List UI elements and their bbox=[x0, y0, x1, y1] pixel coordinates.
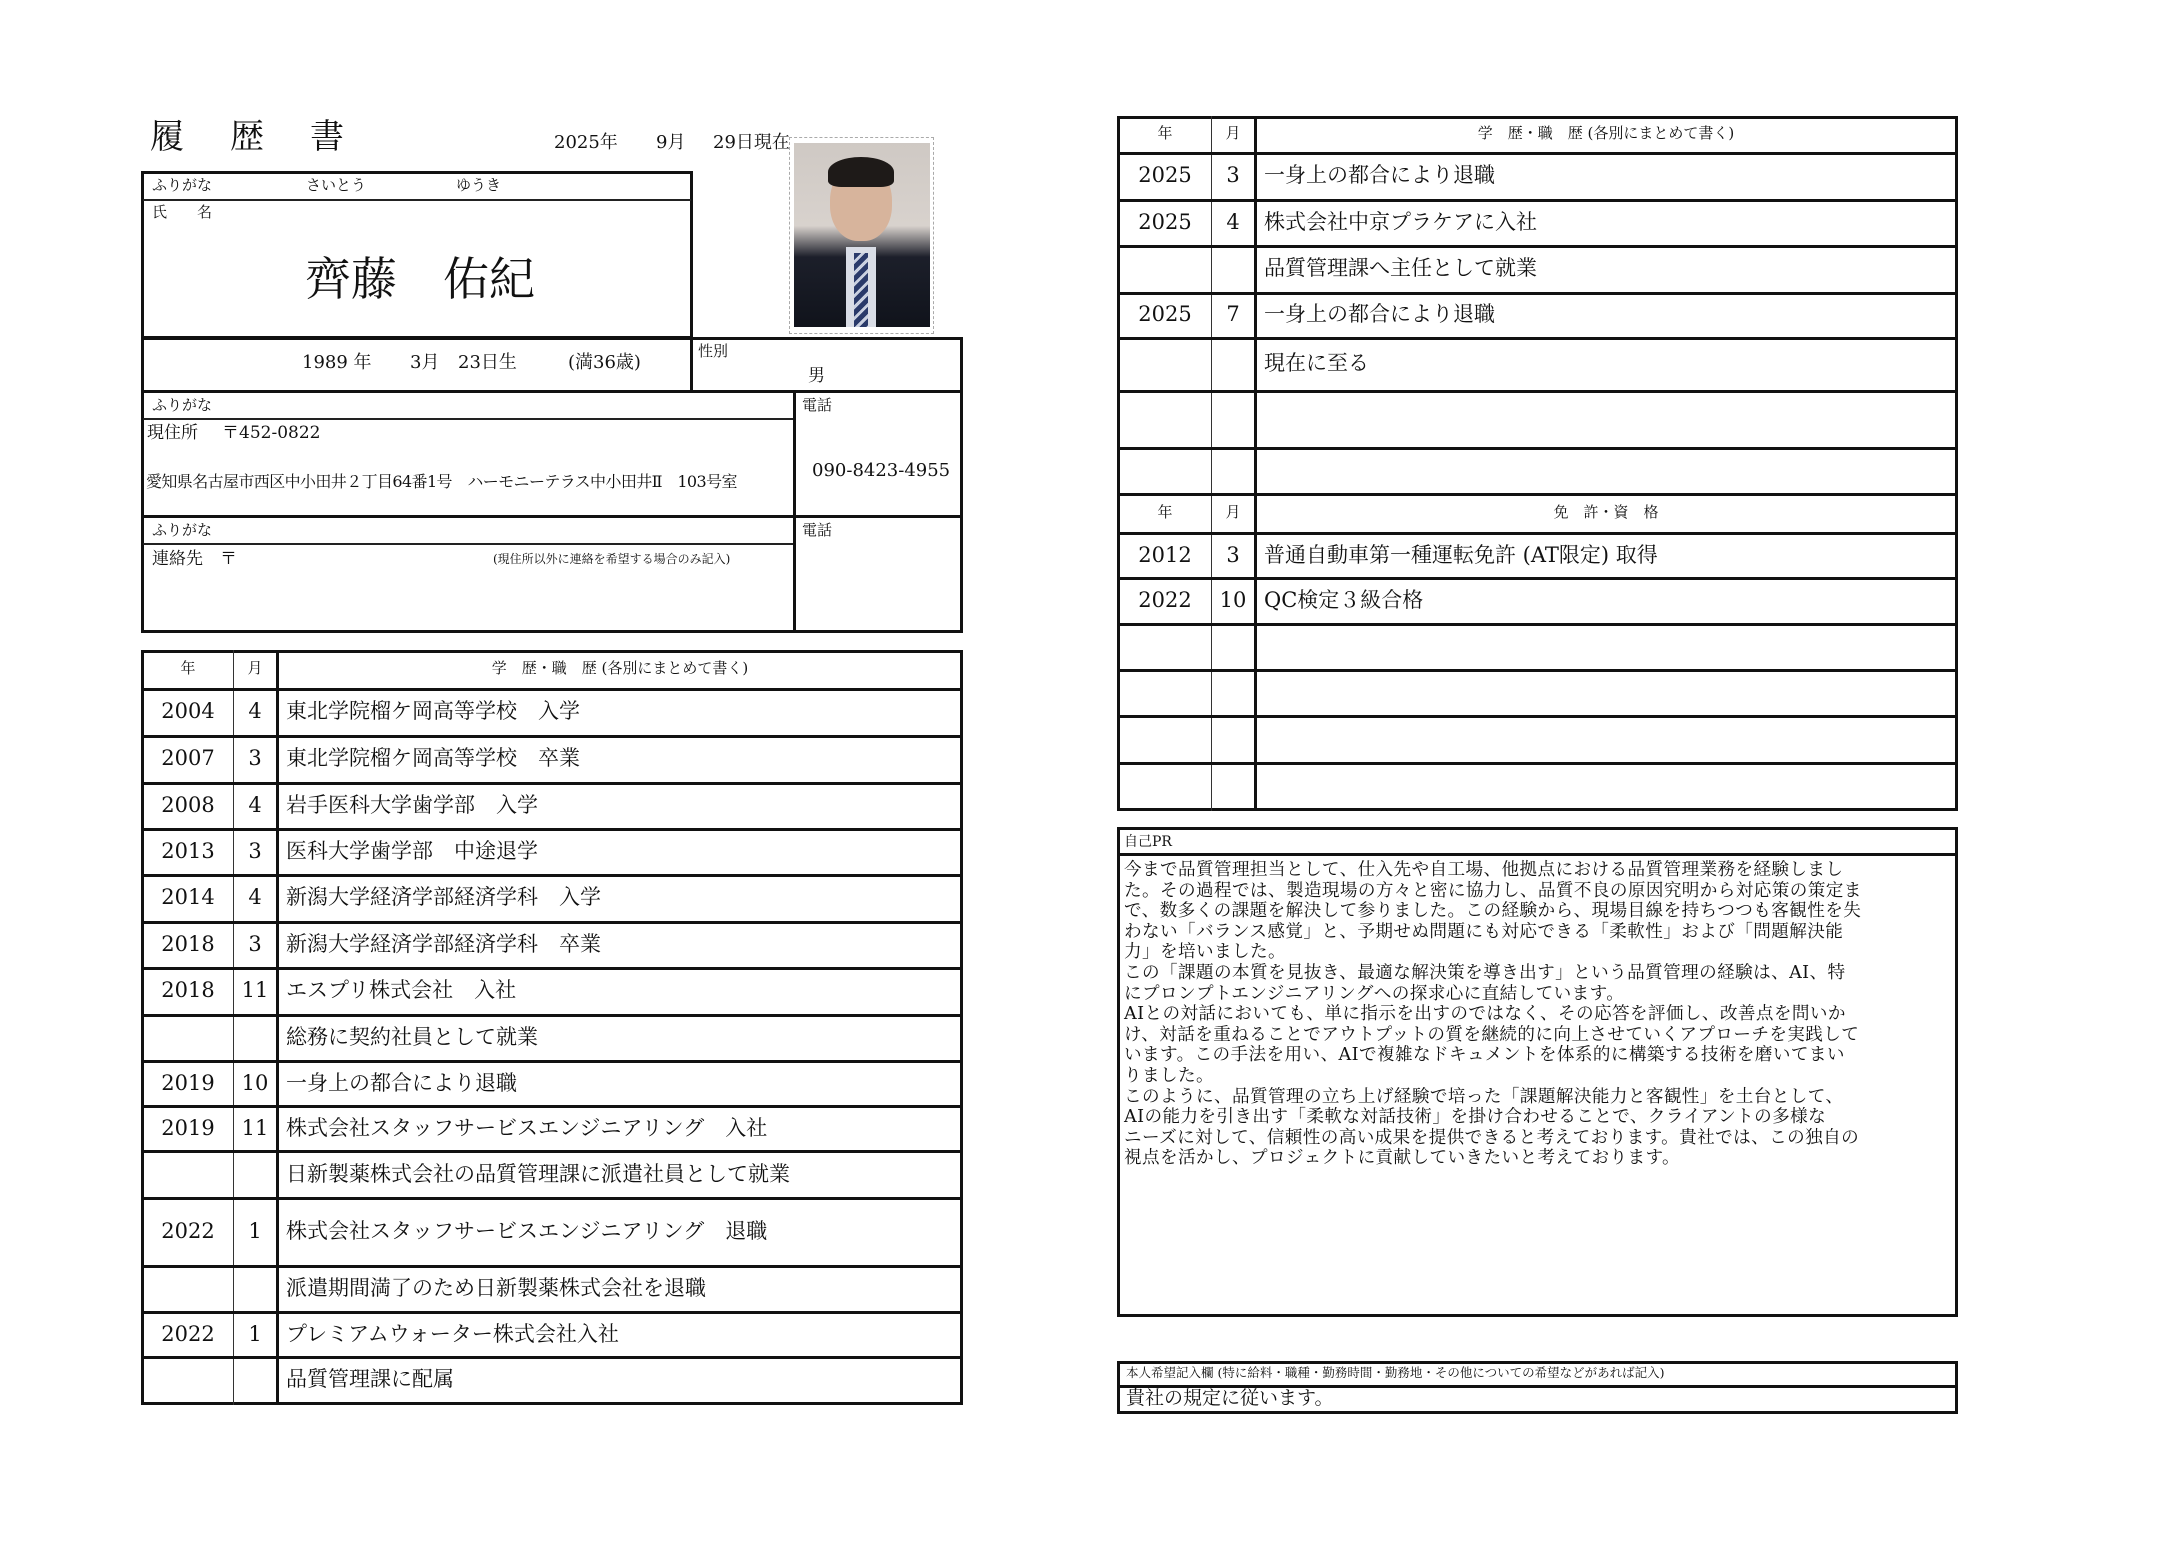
row-content[interactable]: 株式会社スタッフサービスエンジニアリング 退職 bbox=[286, 1219, 768, 1243]
row-content[interactable]: 現在に至る bbox=[1264, 351, 1369, 375]
row-content[interactable]: 日新製薬株式会社の品質管理課に派遣社員として就業 bbox=[286, 1162, 790, 1186]
header-month: 月 bbox=[247, 659, 263, 677]
divider bbox=[1119, 669, 1955, 672]
row-month[interactable]: 1 bbox=[248, 1322, 262, 1346]
divider bbox=[1119, 152, 1955, 155]
hair-shape bbox=[828, 157, 894, 187]
row-content[interactable]: プレミアムウォーター株式会社入社 bbox=[286, 1322, 619, 1346]
self-pr-line: わない「バランス感覚」と、予期せぬ問題にも対応できる「柔軟性」および「問題解決能 bbox=[1124, 921, 1844, 942]
divider bbox=[793, 515, 796, 633]
license-header-month: 月 bbox=[1225, 503, 1241, 521]
divider bbox=[1119, 245, 1955, 248]
furigana-last-name[interactable]: さいとう bbox=[306, 176, 367, 194]
license-year[interactable]: 2012 bbox=[1138, 543, 1192, 567]
row-year[interactable]: 2019 bbox=[161, 1116, 215, 1140]
divider bbox=[1119, 390, 1955, 393]
row-content[interactable]: 新潟大学経済学部経済学科 入学 bbox=[286, 885, 601, 909]
self-pr-line: AIとの対話においても、単に指示を出すのではなく、その応答を評価し、改善点を問いか bbox=[1124, 1004, 1846, 1025]
divider bbox=[143, 688, 961, 691]
self-pr-line: 力」を培いました。 bbox=[1124, 942, 1286, 963]
divider bbox=[1119, 853, 1955, 856]
self-pr-line: この「課題の本質を見抜き、最適な解決策を導き出す」という品質管理の経験は、AI、特 bbox=[1124, 962, 1846, 983]
tie-shape bbox=[854, 253, 868, 327]
gender-label: 性別 bbox=[698, 342, 729, 360]
row-year[interactable]: 2018 bbox=[161, 978, 215, 1002]
self-pr-line: 今まで品質管理担当として、仕入先や自工場、他拠点における品質管理業務を経験しまし bbox=[1124, 860, 1844, 880]
row-content[interactable]: 医科大学歯学部 中途退学 bbox=[286, 839, 538, 863]
header-year: 年 bbox=[1157, 124, 1173, 142]
contact-box bbox=[141, 515, 963, 633]
self-pr-line: AIの能力を引き出す「柔軟な対話技術」を掛け合わせることで、クライアントの多様な bbox=[1124, 1107, 1827, 1128]
divider bbox=[143, 828, 961, 831]
row-month[interactable]: 10 bbox=[241, 1071, 269, 1095]
license-header-year: 年 bbox=[1157, 503, 1173, 521]
row-month[interactable]: 1 bbox=[248, 1219, 262, 1243]
contact-note: (現住所以外に連絡を希望する場合のみ記入) bbox=[493, 552, 731, 566]
divider bbox=[1119, 199, 1955, 202]
date-month: 9月 bbox=[656, 132, 686, 153]
divider bbox=[143, 967, 961, 970]
row-year[interactable]: 2013 bbox=[161, 839, 215, 863]
date-year: 2025年 bbox=[554, 132, 618, 153]
self-pr-line: います。この手法を用い、AIで複雑なドキュメントを体系的に構築する技術を磨いてまい bbox=[1124, 1045, 1845, 1066]
self-pr-line: け、対話を重ねることでアウトプットの質を継続的に向上させていくアプローチを実践して bbox=[1124, 1024, 1860, 1045]
row-year[interactable]: 2007 bbox=[161, 746, 215, 770]
row-content[interactable]: 品質管理課へ主任として就業 bbox=[1264, 256, 1537, 280]
contact-phone-label: 電話 bbox=[802, 521, 833, 539]
row-month[interactable]: 4 bbox=[248, 793, 262, 817]
divider bbox=[143, 1150, 961, 1153]
row-year[interactable]: 2014 bbox=[161, 885, 215, 909]
license-year[interactable]: 2022 bbox=[1138, 588, 1192, 612]
header-content: 学 歴・職 歴 (各別にまとめて書く) bbox=[491, 659, 749, 677]
self-pr-line: で、数多くの課題を解決して参りました。この経験から、現場目線を持ちつつも客観性を失 bbox=[1124, 901, 1862, 922]
birth-year[interactable]: 1989 年 bbox=[302, 352, 372, 373]
row-year[interactable]: 2025 bbox=[1138, 163, 1192, 187]
divider bbox=[143, 1265, 961, 1268]
license-header-content: 免 許・資 格 bbox=[1553, 503, 1659, 521]
row-year[interactable]: 2019 bbox=[161, 1071, 215, 1095]
postal-code[interactable]: 〒452-0822 bbox=[222, 423, 321, 443]
divider bbox=[143, 1311, 961, 1314]
self-pr-line: 視点を活かし、プロジェクトに貢献していきたいと考えております。 bbox=[1124, 1148, 1681, 1169]
row-year[interactable]: 2022 bbox=[161, 1322, 215, 1346]
furigana-label: ふりがな bbox=[152, 176, 213, 194]
row-month[interactable]: 4 bbox=[1226, 210, 1240, 234]
self-pr-label: 自己PR bbox=[1124, 834, 1172, 850]
divider bbox=[143, 543, 793, 545]
divider bbox=[1119, 447, 1955, 450]
document-title: 履 歴 書 bbox=[150, 117, 350, 157]
divider bbox=[143, 418, 793, 420]
phone-label: 電話 bbox=[802, 396, 833, 414]
divider bbox=[143, 1060, 961, 1063]
row-month[interactable]: 4 bbox=[248, 885, 262, 909]
address-furigana-label: ふりがな bbox=[152, 396, 213, 414]
row-month[interactable]: 3 bbox=[1226, 163, 1240, 187]
divider bbox=[793, 390, 796, 518]
furigana-first-name[interactable]: ゆうき bbox=[456, 176, 502, 194]
header-year: 年 bbox=[180, 659, 196, 677]
divider bbox=[1119, 577, 1955, 580]
address-box bbox=[141, 390, 963, 518]
row-month[interactable]: 11 bbox=[241, 978, 269, 1002]
row-year[interactable]: 2004 bbox=[161, 699, 215, 723]
divider bbox=[1119, 532, 1955, 535]
header-content: 学 歴・職 歴 (各別にまとめて書く) bbox=[1477, 124, 1735, 142]
contact-label: 連絡先 〒 bbox=[152, 549, 237, 569]
license-month[interactable]: 10 bbox=[1219, 588, 1247, 612]
contact-furigana-label: ふりがな bbox=[152, 521, 213, 539]
header-month: 月 bbox=[1225, 124, 1241, 142]
row-month[interactable]: 3 bbox=[248, 746, 262, 770]
row-content[interactable]: 新潟大学経済学部経済学科 卒業 bbox=[286, 932, 601, 956]
divider bbox=[143, 1105, 961, 1108]
row-content[interactable]: 一身上の都合により退職 bbox=[1264, 302, 1495, 326]
wishes-label: 本人希望記入欄 (特に給料・職種・勤務時間・勤務地・その他についての希望などがあれば記入) bbox=[1126, 1365, 1665, 1380]
self-pr-line: にプロンプトエンジニアリングへの探求心に直結しています。 bbox=[1124, 983, 1625, 1004]
divider bbox=[690, 337, 693, 393]
license-month[interactable]: 3 bbox=[1226, 543, 1240, 567]
row-month[interactable]: 3 bbox=[248, 932, 262, 956]
address-label: 現住所 bbox=[147, 423, 198, 443]
phone-number[interactable]: 090-8423-4955 bbox=[812, 460, 951, 481]
address-line[interactable]: 愛知県名古屋市西区中小田井２丁目64番1号 ハーモニーテラス中小田井Ⅱ 103号室 bbox=[146, 472, 737, 491]
row-content[interactable]: 品質管理課に配属 bbox=[286, 1367, 454, 1391]
name-label: 氏 名 bbox=[152, 203, 213, 221]
divider bbox=[143, 921, 961, 924]
row-content[interactable]: 一身上の都合により退職 bbox=[286, 1071, 517, 1095]
row-year[interactable]: 2008 bbox=[161, 793, 215, 817]
self-pr-line: りました。 bbox=[1124, 1065, 1214, 1086]
divider bbox=[1119, 762, 1955, 765]
birth-day[interactable]: 23日生 bbox=[458, 352, 517, 373]
birth-gender-row bbox=[141, 337, 963, 393]
age: (満36歳) bbox=[568, 352, 641, 373]
self-pr-line: このように、品質管理の立ち上げ経験で培った「課題解決能力と客観性」を土台として、 bbox=[1124, 1086, 1844, 1107]
divider bbox=[1119, 623, 1955, 626]
row-content[interactable]: 株式会社中京プラケアに入社 bbox=[1264, 210, 1537, 234]
row-content[interactable]: 株式会社スタッフサービスエンジニアリング 入社 bbox=[286, 1116, 768, 1140]
divider bbox=[143, 874, 961, 877]
divider bbox=[1119, 715, 1955, 718]
divider bbox=[143, 735, 961, 738]
divider bbox=[143, 199, 691, 201]
row-month[interactable]: 11 bbox=[241, 1116, 269, 1140]
row-month[interactable]: 3 bbox=[248, 839, 262, 863]
portrait-photo bbox=[794, 143, 930, 327]
gender-value[interactable]: 男 bbox=[808, 366, 825, 386]
divider bbox=[143, 1014, 961, 1017]
row-content[interactable]: 岩手医科大学歯学部 入学 bbox=[286, 793, 538, 817]
license-content[interactable]: 普通自動車第一種運転免許 (AT限定) 取得 bbox=[1264, 543, 1658, 567]
row-year[interactable]: 2025 bbox=[1138, 302, 1192, 326]
divider bbox=[143, 1356, 961, 1359]
self-pr-line: た。その過程では、製造現場の方々と密に協力し、品質不良の原因究明から対応策の策定ま bbox=[1124, 880, 1862, 901]
wishes-content[interactable]: 貴社の規定に従います。 bbox=[1126, 1387, 1334, 1409]
row-month[interactable]: 4 bbox=[248, 699, 262, 723]
row-content[interactable]: 派遣期間満了のため日新製薬株式会社を退職 bbox=[286, 1276, 706, 1300]
row-year[interactable]: 2025 bbox=[1138, 210, 1192, 234]
divider bbox=[1119, 493, 1955, 496]
row-content[interactable]: 一身上の都合により退職 bbox=[1264, 163, 1495, 187]
divider bbox=[143, 1197, 961, 1200]
row-content[interactable]: 東北学院榴ケ岡高等学校 卒業 bbox=[286, 746, 580, 770]
row-month[interactable]: 7 bbox=[1226, 302, 1240, 326]
row-content[interactable]: 総務に契約社員として就業 bbox=[286, 1025, 538, 1049]
self-pr-line: ニーズに対して、信頼性の高い成果を提供できると考えております。貴社では、この独自の bbox=[1124, 1127, 1860, 1148]
row-year[interactable]: 2018 bbox=[161, 932, 215, 956]
full-name[interactable]: 齊藤 佑紀 bbox=[305, 252, 535, 306]
row-content[interactable]: 東北学院榴ケ岡高等学校 入学 bbox=[286, 699, 580, 723]
license-content[interactable]: QC検定３級合格 bbox=[1264, 588, 1424, 612]
self-pr-text[interactable] bbox=[1124, 860, 1954, 1169]
date-day: 29日現在 bbox=[713, 132, 790, 153]
divider bbox=[143, 782, 961, 785]
divider bbox=[1119, 292, 1955, 295]
row-year[interactable]: 2022 bbox=[161, 1219, 215, 1243]
divider bbox=[1119, 337, 1955, 340]
birth-month[interactable]: 3月 bbox=[410, 352, 440, 373]
row-content[interactable]: エスプリ株式会社 入社 bbox=[286, 978, 517, 1002]
